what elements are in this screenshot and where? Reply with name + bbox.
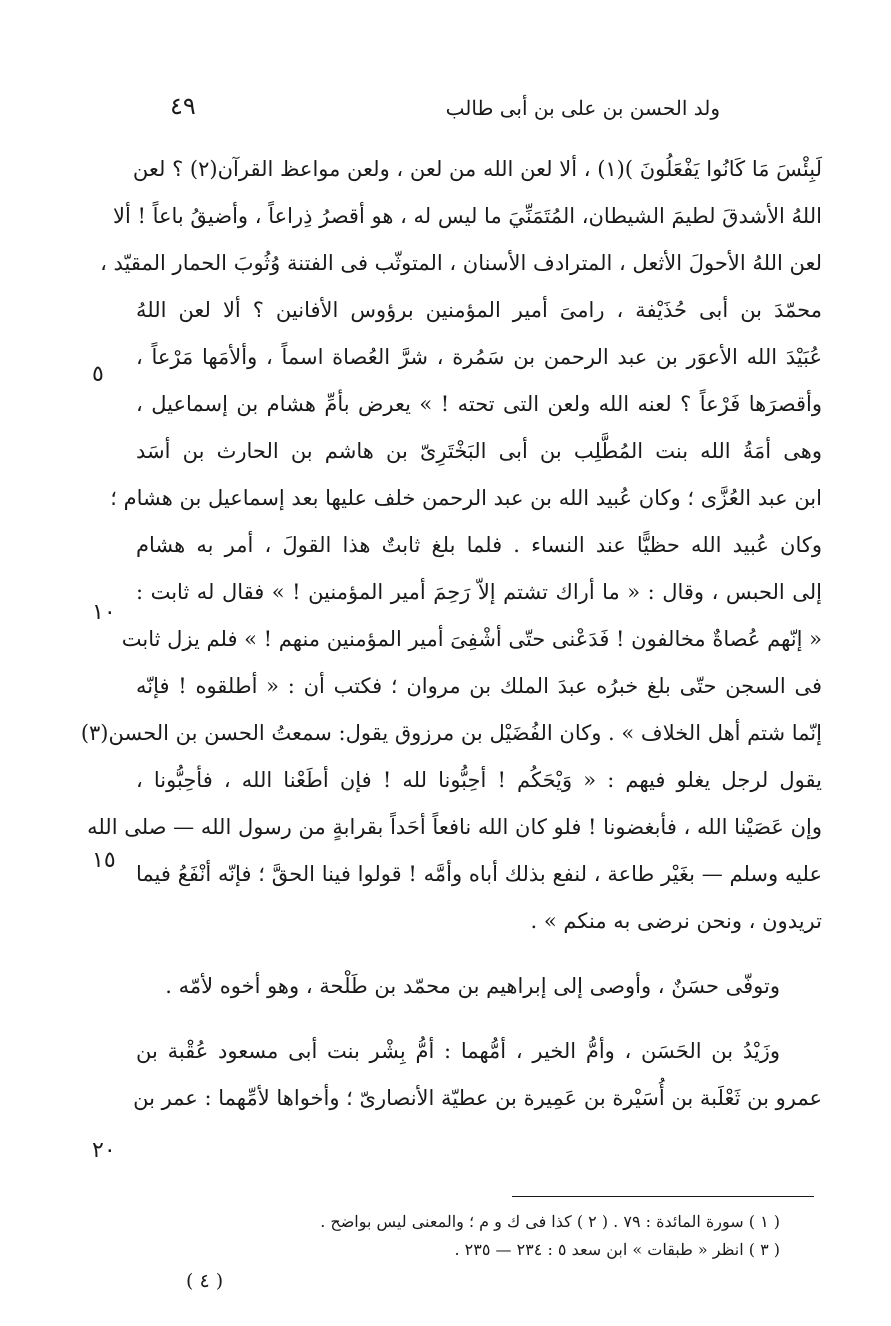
line-number: ١٠ xyxy=(92,600,116,625)
text-line: إنّما شتم أهل الخلاف » . وكان الفُضَيْل بن مرزوق يقول: سمعتُ الحسن بن الحسن(٣) xyxy=(80,721,822,745)
line-number: ٢٠ xyxy=(92,1138,116,1163)
text-line: وأقصرَها فَرْعاً ؟ لعنه الله ولعن التى تحته ! » يعرض بأمِّ هشام بن إسماعيل ، xyxy=(136,392,822,416)
text-line: عليه وسلم — بغَيْر طاعة ، لنفع بذلك أباه وأمَّه ! قولوا فينا الحقَّ ؛ فإنّه أنْفَعُ فيما xyxy=(136,862,822,886)
text-line: محمّدَ بن أبى حُذَيْفة ، رامىَ أمير المؤمنين برؤوس الأفانين ؟ ألا لعن اللهُ xyxy=(136,298,822,322)
paragraph-text: وتوفّى حسَنٌ ، وأوصى إلى إبراهيم بن محمّد بن طَلْحة ، وهو أخوه لأمّه . xyxy=(165,974,780,998)
text-line: ابن عبد العُزَّى ؛ وكان عُبيد الله بن عبد الرحمن خلف عليها بعد إسماعيل بن هشام ؛ xyxy=(110,486,822,510)
footnote: ( ٣ ) انظر « طبقات » ابن سعد ٥ : ٢٣٤ — ٢٣٥ . xyxy=(454,1240,780,1259)
text-line: عُبَيْدَ الله الأعوَر بن عبد الرحمن بن سَمُرة ، شرَّ العُصاة اسماً ، وألأمَها مَرْعاً ، xyxy=(136,345,822,369)
text-line: وهى أمَةُ الله بنت المُطَّلِب بن أبى البَخْتَرِىّ بن هاشم بن الحارث بن أسَد xyxy=(136,439,822,463)
line-number: ٥ xyxy=(92,362,104,387)
text-line: وكان عُبيد الله حظيًّا عند النساء . فلما بلغ ثابتٌ هذا القولَ ، أمر به هشام xyxy=(136,533,822,557)
line-number: ١٥ xyxy=(92,848,116,873)
text-line: « إنّهم عُصاةٌ مخالفون ! فَدَعْنى حتّى أشْفِىَ أمير المؤمنين منهم ! » فلم يزل ثابت xyxy=(121,627,822,651)
text-line: لَبِئْسَ مَا كَانُوا يَفْعَلُونَ )(١) ، ألا لعن الله من لعن ، ولعن مواعظ القرآن(٢) ؟ لعن xyxy=(132,157,822,181)
footnote: ( ١ ) سورة المائدة : ٧٩ . ( ٢ ) كذا فى ك و م ؛ والمعنى ليس بواضح . xyxy=(320,1212,780,1231)
page-number: ٤٩ xyxy=(170,92,196,120)
text-line: فى السجن حتّى بلغ خبرُه عبدَ الملك بن مروان ؛ فكتب أن : « أطلقوه ! فإنّه xyxy=(136,674,822,698)
text-line: إلى الحبس ، وقال : « ما أراك تشتم إلاّ رَحِمَ أمير المؤمنين ! » فقال له ثابت : xyxy=(136,580,822,604)
text-line: وزَيْدُ بن الحَسَن ، وأمُّ الخير ، أمُّهما : أمُّ بِشْر بنت أبى مسعود عُقْبة بن xyxy=(136,1039,780,1063)
text-line: وإن عَصَيْنا الله ، فأبغضونا ! فلو كان الله نافعاً أحَداً بقرابةٍ من رسول الله — صلى الله xyxy=(87,815,822,839)
text-line: عمرو بن ثَعْلَبة بن أُسَيْرة بن عَمِيرة بن عطيّة الأنصارىّ ؛ وأخواها لأمِّهما : عمر بن xyxy=(133,1086,822,1110)
footnote-rule xyxy=(512,1196,814,1197)
text-line: اللهُ الأشدقَ لطيمَ الشيطان، المُتَمَنِّيَ ما ليس له ، هو أقصرُ ذِراعاً ، وأضيقُ باعاً ! ألا xyxy=(112,204,822,228)
signature-mark: ( ٤ ) xyxy=(186,1270,224,1292)
page-header xyxy=(160,92,720,128)
text-line: تريدون ، ونحن نرضى به منكم » . xyxy=(530,909,822,933)
text-line: يقول لرجل يغلو فيهم : « وَيْحَكُم ! أحِبُّونا لله ! فإن أطَعْنا الله ، فأحِبُّونا ، xyxy=(136,768,822,792)
footnotes xyxy=(220,1208,780,1264)
text-line: لعن اللهُ الأحولَ الأثعل ، المترادف الأسنان ، المتوثّب فى الفتنة وُثُوبَ الحمار المقيّد ، xyxy=(100,251,822,275)
running-head: ولد الحسن بن على بن أبى طالب xyxy=(445,96,720,120)
